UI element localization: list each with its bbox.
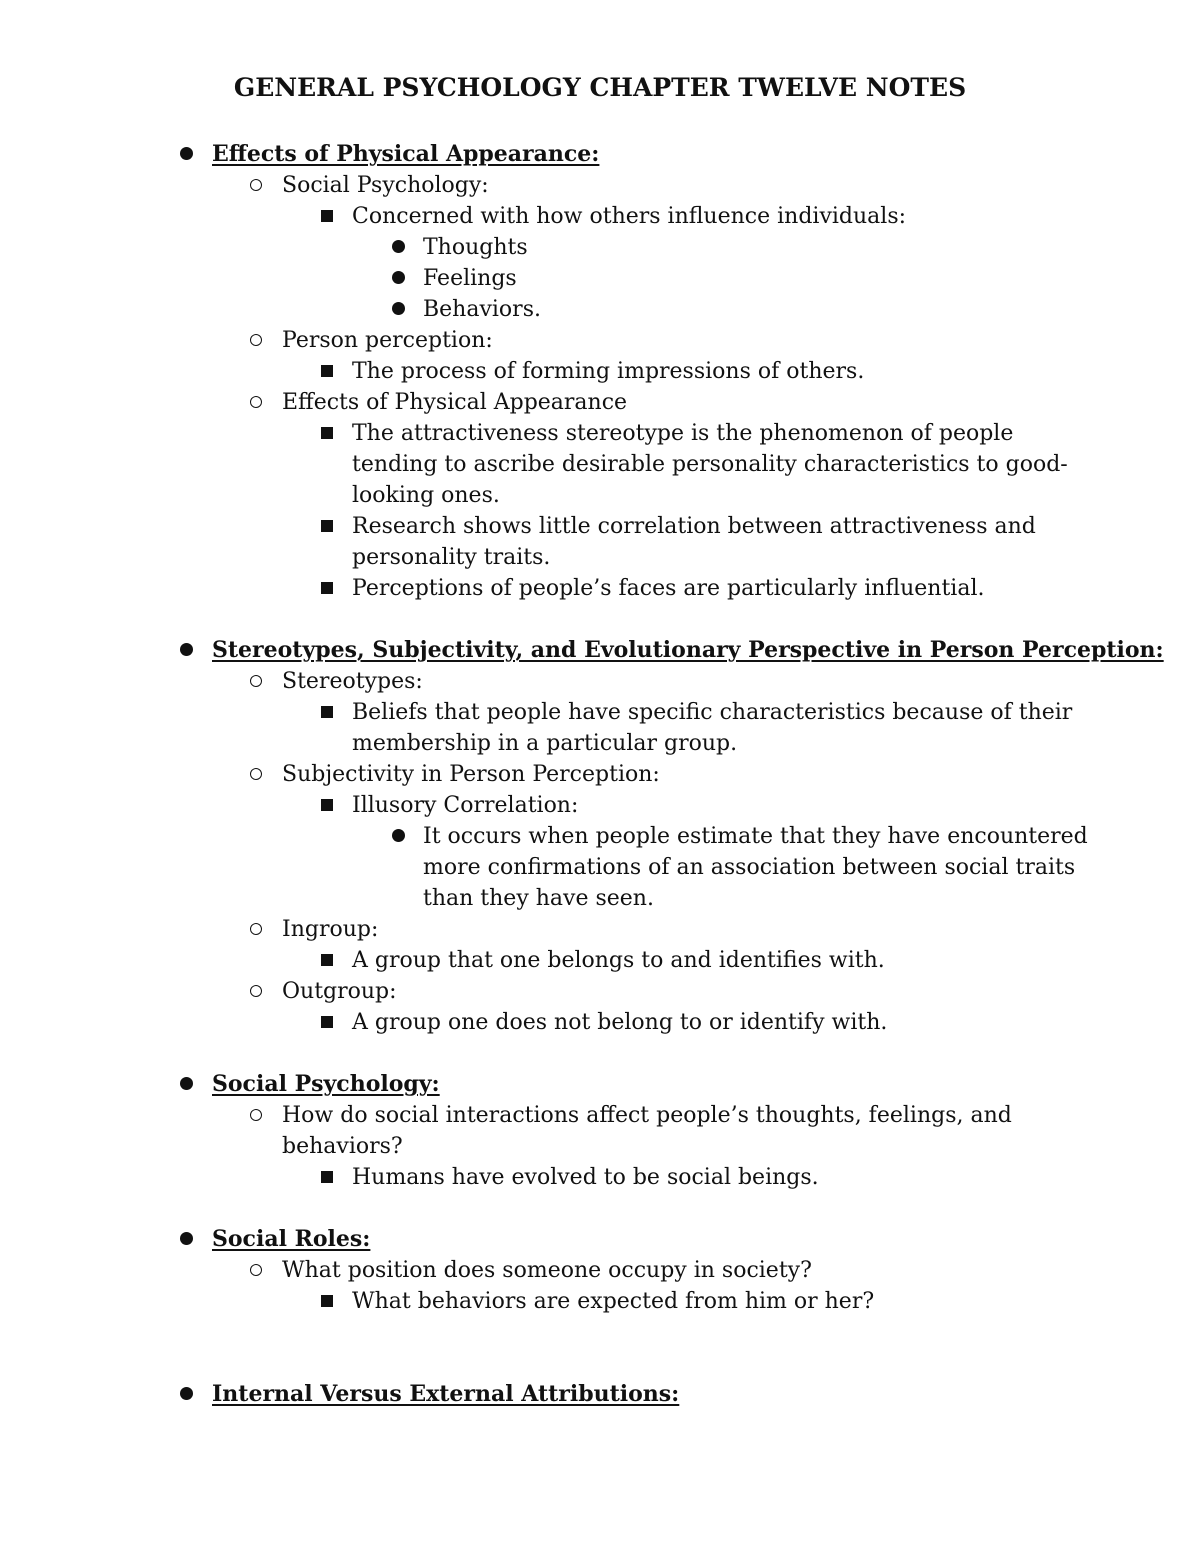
list-item (0, 1162, 1200, 1193)
list-item (0, 697, 1200, 728)
section-heading-text: Social Roles: (212, 1226, 371, 1252)
list-item-continuation (0, 728, 1200, 759)
section-heading (0, 1069, 1200, 1100)
list-item-text: Effects of Physical Appearance (282, 390, 628, 415)
list-item (0, 1100, 1200, 1131)
blank-line (0, 1193, 1200, 1224)
bullet-square-icon (316, 945, 338, 976)
bullet-disc-icon (387, 263, 409, 294)
bullet-disc-icon (387, 232, 409, 263)
bullet-circle-icon (245, 976, 267, 1007)
bullet-square-icon (316, 201, 338, 232)
section-heading-text: Effects of Physical Appearance: (212, 141, 600, 167)
bullet-circle-icon (245, 1255, 267, 1286)
list-item-text: The process of forming impressions of others. (352, 359, 865, 384)
list-item-continuation (0, 883, 1200, 914)
list-item-text: Humans have evolved to be social beings. (352, 1165, 819, 1190)
list-item (0, 759, 1200, 790)
notes-body (0, 139, 1200, 1410)
list-item (0, 945, 1200, 976)
bullet-disc-icon (175, 1224, 197, 1255)
list-item-text: Social Psychology: (282, 173, 489, 198)
section-heading (0, 139, 1200, 170)
list-item-text: Beliefs that people have specific characteristics because of their (352, 700, 1073, 725)
list-item-text: Stereotypes: (282, 669, 423, 694)
list-item-text: Ingroup: (282, 917, 379, 942)
list-item-continuation (0, 449, 1200, 480)
list-item (0, 976, 1200, 1007)
list-item (0, 263, 1200, 294)
list-item-text: Perceptions of people’s faces are particularly influential. (352, 576, 985, 601)
blank-line (0, 1317, 1200, 1348)
list-item (0, 821, 1200, 852)
list-item-continuation (0, 852, 1200, 883)
list-item (0, 201, 1200, 232)
bullet-circle-icon (245, 325, 267, 356)
list-item (0, 356, 1200, 387)
section-heading (0, 1224, 1200, 1255)
list-item-text: Thoughts (423, 235, 528, 260)
bullet-disc-icon (175, 139, 197, 170)
bullet-circle-icon (245, 170, 267, 201)
list-item-text: What position does someone occupy in society? (282, 1258, 812, 1283)
bullet-square-icon (316, 790, 338, 821)
list-item-text: behaviors? (282, 1134, 403, 1159)
list-item-text: personality traits. (352, 545, 551, 570)
list-item-continuation (0, 542, 1200, 573)
bullet-disc-icon (175, 1069, 197, 1100)
list-item (0, 573, 1200, 604)
bullet-circle-icon (245, 387, 267, 418)
bullet-disc-icon (175, 1379, 197, 1410)
list-item-text: than they have seen. (423, 886, 654, 911)
list-item (0, 790, 1200, 821)
list-item-text: Subjectivity in Person Perception: (282, 762, 660, 787)
list-item-text: Feelings (423, 266, 517, 291)
list-item-text: Research shows little correlation between attractiveness and (352, 514, 1036, 539)
section-heading-text: Internal Versus External Attributions: (212, 1381, 680, 1407)
list-item (0, 1007, 1200, 1038)
blank-line (0, 1348, 1200, 1379)
list-item-text: tending to ascribe desirable personality characteristics to good- (352, 452, 1068, 477)
list-item-text: Concerned with how others influence individuals: (352, 204, 907, 229)
list-item (0, 387, 1200, 418)
bullet-square-icon (316, 418, 338, 449)
page-title: GENERAL PSYCHOLOGY CHAPTER TWELVE NOTES (233, 73, 967, 102)
list-item (0, 511, 1200, 542)
section-heading (0, 1379, 1200, 1410)
bullet-square-icon (316, 511, 338, 542)
bullet-square-icon (316, 697, 338, 728)
list-item-text: Behaviors. (423, 297, 541, 322)
list-item (0, 294, 1200, 325)
bullet-circle-icon (245, 1100, 267, 1131)
list-item (0, 666, 1200, 697)
bullet-square-icon (316, 356, 338, 387)
blank-line (0, 604, 1200, 635)
list-item-text: looking ones. (352, 483, 500, 508)
list-item (0, 232, 1200, 263)
list-item (0, 1286, 1200, 1317)
list-item-continuation (0, 1131, 1200, 1162)
list-item (0, 325, 1200, 356)
list-item-text: What behaviors are expected from him or her? (352, 1289, 875, 1314)
bullet-circle-icon (245, 759, 267, 790)
section-heading-text: Social Psychology: (212, 1071, 440, 1097)
list-item-text: Person perception: (282, 328, 493, 353)
list-item-text: membership in a particular group. (352, 731, 738, 756)
section-heading (0, 635, 1200, 666)
list-item-text: The attractiveness stereotype is the phenomenon of people (352, 421, 1014, 446)
list-item-text: It occurs when people estimate that they have encountered (423, 824, 1088, 849)
list-item (0, 1255, 1200, 1286)
list-item-text: more confirmations of an association between social traits (423, 855, 1076, 880)
list-item (0, 418, 1200, 449)
bullet-circle-icon (245, 914, 267, 945)
list-item-text: A group one does not belong to or identify with. (352, 1010, 888, 1035)
bullet-square-icon (316, 1162, 338, 1193)
list-item (0, 170, 1200, 201)
bullet-square-icon (316, 1286, 338, 1317)
list-item-text: Illusory Correlation: (352, 793, 579, 818)
list-item-text: A group that one belongs to and identifies with. (352, 948, 885, 973)
bullet-circle-icon (245, 666, 267, 697)
list-item-text: How do social interactions affect people’s thoughts, feelings, and (282, 1103, 1012, 1128)
bullet-disc-icon (387, 294, 409, 325)
list-item-text: Outgroup: (282, 979, 397, 1004)
blank-line (0, 1038, 1200, 1069)
bullet-square-icon (316, 1007, 338, 1038)
list-item-continuation (0, 480, 1200, 511)
list-item (0, 914, 1200, 945)
bullet-square-icon (316, 573, 338, 604)
section-heading-text: Stereotypes, Subjectivity, and Evolutionary Perspective in Person Perception: (212, 637, 1164, 663)
bullet-disc-icon (387, 821, 409, 852)
bullet-disc-icon (175, 635, 197, 666)
